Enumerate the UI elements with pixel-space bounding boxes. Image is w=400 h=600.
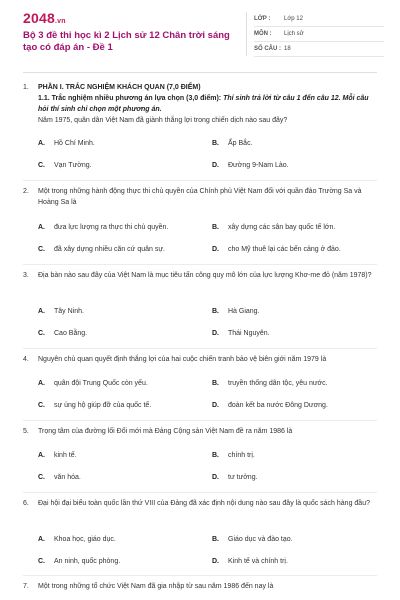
question-number: 6. (23, 500, 29, 507)
meta-row-class (254, 12, 384, 27)
option-text: kinh tế. (54, 452, 77, 459)
section-title: PHẦN I. TRẮC NGHIỆM KHÁCH QUAN (7,0 ĐIỂM) (38, 84, 201, 91)
option-text: Hồ Chí Minh. (54, 140, 95, 147)
question-text: Trọng tâm của đường lối Đổi mới mà Đảng Cộng sản Việt Nam đề ra năm 1986 là (38, 428, 293, 435)
option-text: đưa lực lượng ra thực thi chủ quyền. (54, 224, 169, 231)
option-text: truyền thống dân tộc, yêu nước. (228, 380, 328, 387)
question-number: 3. (23, 272, 29, 279)
option-text: quân đội Trung Quốc còn yếu. (54, 380, 148, 387)
option-c[interactable] (38, 556, 120, 567)
option-letter: C. (38, 402, 45, 409)
question-body (38, 82, 378, 126)
option-text: Giáo dục và đào tạo. (228, 536, 293, 543)
question-divider (23, 575, 377, 576)
option-text: tư tưởng. (228, 474, 258, 481)
option-text: Thái Nguyên. (228, 330, 270, 337)
option-text: An ninh, quốc phòng. (54, 558, 121, 565)
option-text: cho Mỹ thuê lại các bến cảng ở đảo. (228, 246, 341, 253)
option-b[interactable] (212, 378, 328, 389)
option-letter: D. (212, 402, 219, 409)
option-d[interactable] (212, 472, 258, 483)
option-b[interactable] (212, 222, 335, 233)
option-letter: C. (38, 330, 45, 337)
option-text: Hà Giang. (228, 308, 260, 315)
option-letter: A. (38, 380, 45, 387)
option-text: chính trị. (228, 452, 255, 459)
subsection-instructions: Thí sinh trả lời từ câu 1 đến câu 12. Mỗi câu hỏi thí sinh chỉ chọn một phương án. (38, 95, 369, 113)
meta-value: Lớp 12 (284, 16, 303, 22)
question-divider (23, 492, 377, 493)
option-letter: D. (212, 474, 219, 481)
document-header (0, 0, 400, 72)
question-text: Năm 1975, quân dân Việt Nam đã giành thắng lợi trong chiến dịch nào sau đây? (38, 117, 288, 124)
option-letter: B. (212, 224, 219, 231)
option-text: sự ủng hộ giúp đỡ của quốc tế. (54, 402, 152, 409)
option-a[interactable] (38, 222, 168, 233)
question-text: Một trong những tổ chức Việt Nam đã gia nhập từ sau năm 1986 đến nay là (38, 583, 274, 590)
question-divider (23, 180, 377, 181)
question-divider (23, 264, 377, 265)
option-text: Kinh tế và chính trị. (228, 558, 288, 565)
option-text: Vạn Tường. (54, 162, 92, 169)
option-letter: A. (38, 536, 45, 543)
site-logo[interactable] (23, 10, 66, 26)
option-text: đã xây dựng nhiều căn cứ quân sự. (54, 246, 165, 253)
question-text: Địa bàn nào sau đây của Việt Nam là mục tiêu tấn công quy mô lớn của lực lượng Khơ-me đỏ (năm 1978)? (38, 272, 372, 279)
question-divider (23, 420, 377, 421)
option-letter: A. (38, 140, 45, 147)
question-number: 5. (23, 428, 29, 435)
option-letter: B. (212, 308, 219, 315)
meta-label: MÔN : (254, 31, 272, 37)
option-d[interactable] (212, 328, 270, 339)
page-title: Bộ 3 đề thi học kì 2 Lịch sử 12 Chân trời sáng tạo có đáp án - Đề 1 (23, 30, 230, 53)
question-text: Một trong những hành động thực thi chủ quyền của Chính phủ Việt Nam đối với quần đảo Trường Sa và Hoàng Sa là (38, 188, 362, 206)
option-c[interactable] (38, 400, 151, 411)
option-text: Tây Ninh. (54, 308, 84, 315)
option-a[interactable] (38, 378, 148, 389)
subsection-label: 1.1. Trắc nghiệm nhiều phương án lựa chọn (3,0 điểm): (38, 95, 222, 102)
logo-main: 2048 (23, 10, 55, 26)
option-a[interactable] (38, 450, 77, 461)
option-b[interactable] (212, 306, 260, 317)
option-b[interactable] (212, 138, 253, 149)
question-number: 4. (23, 356, 29, 363)
option-text: Đường 9-Nam Lào. (228, 162, 289, 169)
meta-value: 18 (284, 46, 291, 52)
option-letter: B. (212, 380, 219, 387)
option-a[interactable] (38, 534, 116, 545)
option-letter: A. (38, 224, 45, 231)
question-text: Đại hội đại biểu toàn quốc lần thứ VIII của Đảng đã xác định nội dung nào sau đây là quốc sách hàng đầu? (38, 500, 370, 507)
option-letter: C. (38, 558, 45, 565)
option-letter: D. (212, 558, 219, 565)
question-number: 7. (23, 583, 29, 590)
option-letter: B. (212, 536, 219, 543)
header-divider (246, 12, 247, 56)
option-b[interactable] (212, 450, 255, 461)
option-text: Cao Bằng. (54, 330, 88, 337)
logo-tld: .vn (54, 18, 66, 25)
option-text: Khoa học, giáo dục. (54, 536, 116, 543)
meta-row-count (254, 42, 384, 57)
option-text: đoàn kết ba nước Đông Dương. (228, 402, 328, 409)
option-letter: B. (212, 452, 219, 459)
option-c[interactable] (38, 472, 81, 483)
option-letter: C. (38, 246, 45, 253)
option-letter: D. (212, 162, 219, 169)
option-c[interactable] (38, 160, 92, 171)
option-letter: A. (38, 452, 45, 459)
doc-meta-table (254, 12, 384, 57)
meta-label: LỚP : (254, 16, 271, 22)
meta-label: SỐ CÂU : (254, 46, 281, 52)
question-number: 1. (23, 84, 29, 91)
option-a[interactable] (38, 138, 95, 149)
option-d[interactable] (212, 400, 328, 411)
question-text: Nguyên chủ quan quyết định thắng lợi của hai cuộc chiến tranh bảo vệ biên giới năm 1979 là (38, 356, 327, 363)
subsection-title (38, 93, 378, 115)
option-letter: C. (38, 474, 45, 481)
option-letter: D. (212, 246, 219, 253)
meta-row-subject (254, 27, 384, 42)
meta-value: Lịch sử (284, 31, 304, 37)
option-letter: D. (212, 330, 219, 337)
option-d[interactable] (212, 244, 341, 255)
option-letter: B. (212, 140, 219, 147)
option-letter: A. (38, 308, 45, 315)
option-text: văn hóa. (54, 474, 81, 481)
option-text: xây dựng các sân bay quốc tế lớn. (228, 224, 336, 231)
option-b[interactable] (212, 534, 293, 545)
option-d[interactable] (212, 160, 289, 171)
option-c[interactable] (38, 328, 87, 339)
option-letter: C. (38, 162, 45, 169)
option-d[interactable] (212, 556, 288, 567)
option-a[interactable] (38, 306, 84, 317)
question-divider (23, 348, 377, 349)
header-rule (23, 72, 377, 73)
option-c[interactable] (38, 244, 165, 255)
question-number: 2. (23, 188, 29, 195)
option-text: Ấp Bắc. (228, 140, 253, 147)
